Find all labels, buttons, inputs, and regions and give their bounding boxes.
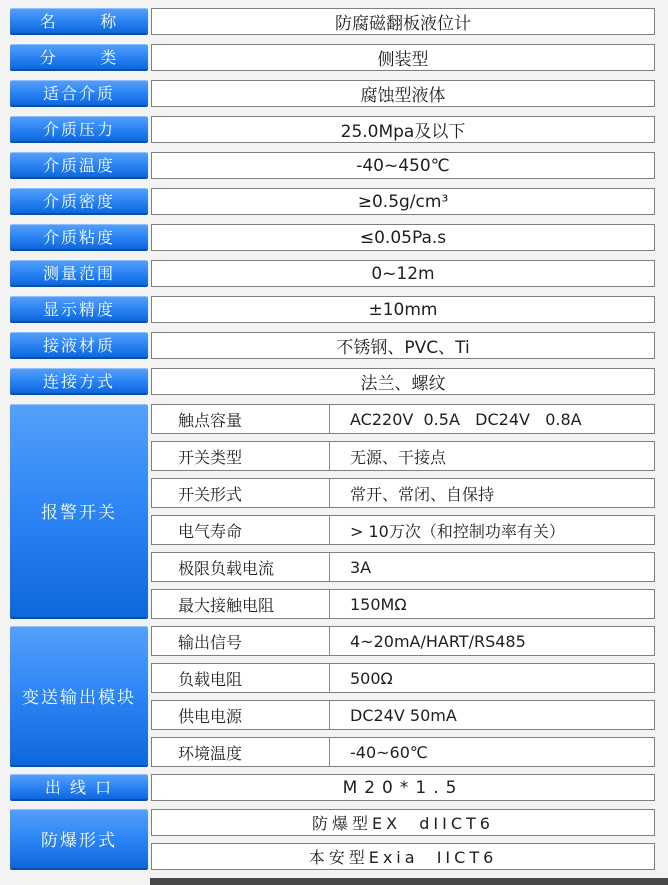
output-section-label: 变送输出模块 (10, 626, 148, 767)
spec-row-value: 0~12m (151, 260, 655, 287)
output-section-rows (151, 626, 655, 767)
next-row-edge-strip (150, 878, 668, 885)
spec-row-value: 防腐磁翻板液位计 (151, 8, 655, 35)
spec-row (10, 152, 655, 179)
sub-row-name: 负载电阻 (152, 664, 330, 692)
sub-row-value: AC220V 0.5A DC24V 0.8A (350, 409, 582, 429)
sub-row-value: 常开、常闭、自保持 (350, 484, 495, 504)
spec-row-value: 法兰、螺纹 (151, 368, 655, 395)
spec-row-label: 适合介质 (10, 80, 148, 107)
sub-row-name: 开关类型 (152, 442, 330, 470)
spec-row-label: 分 类 (10, 44, 148, 71)
sub-row-value: -40~60℃ (350, 742, 428, 762)
sub-row (151, 700, 655, 730)
sub-row (151, 737, 655, 767)
explosion-proof-section (10, 809, 655, 870)
spec-row-value: ≤0.05Pa.s (151, 224, 655, 251)
spec-row-label: 接液材质 (10, 332, 148, 359)
sub-row-name: 供电电源 (152, 701, 330, 729)
spec-row-label: 介质温度 (10, 152, 148, 179)
cable-outlet-value: M20*1.5 (151, 774, 655, 801)
explosion-row-value: 防爆型EX dIICT6 (151, 809, 655, 836)
sub-row (151, 404, 655, 434)
spec-row-label: 名 称 (10, 8, 148, 35)
spec-row-value: ±10mm (151, 296, 655, 323)
sub-row-value: > 10万次（和控制功率有关） (350, 521, 565, 541)
sub-row (151, 515, 655, 545)
spec-row (10, 296, 655, 323)
spec-row (10, 260, 655, 287)
sub-row-value: DC24V 50mA (350, 705, 457, 725)
spec-row (10, 116, 655, 143)
spec-row (10, 332, 655, 359)
cable-outlet-label: 出 线 口 (10, 774, 148, 801)
sub-row (151, 441, 655, 471)
sub-row (151, 552, 655, 582)
explosion-row-value: 本安型Exia IICT6 (151, 843, 655, 870)
sub-row (151, 478, 655, 508)
spec-row-value: ≥0.5g/cm³ (151, 188, 655, 215)
spec-row-value: 腐蚀型液体 (151, 80, 655, 107)
spec-row-label: 介质压力 (10, 116, 148, 143)
alarm-switch-section (10, 404, 655, 619)
sub-row-value: 150MΩ (350, 594, 407, 614)
spec-row (10, 8, 655, 35)
sub-row-name: 环境温度 (152, 738, 330, 766)
sub-row-name: 开关形式 (152, 479, 330, 507)
sub-row-value: 500Ω (350, 668, 393, 688)
sub-row-name: 电气寿命 (152, 516, 330, 544)
sub-row-name: 触点容量 (152, 405, 330, 433)
sub-row-name: 最大接触电阻 (152, 590, 330, 618)
spec-row (10, 224, 655, 251)
spec-row-value: -40~450℃ (151, 152, 655, 179)
sub-row-name: 极限负载电流 (152, 553, 330, 581)
sub-row (151, 589, 655, 619)
sub-row-value: 无源、干接点 (350, 447, 447, 467)
sub-row (151, 663, 655, 693)
spec-row (10, 80, 655, 107)
sub-row-name: 输出信号 (152, 627, 330, 655)
spec-row-value: 25.0Mpa及以下 (151, 116, 655, 143)
spec-row-label: 显示精度 (10, 296, 148, 323)
sub-row-value: 3A (350, 557, 372, 577)
transmitter-output-section (10, 626, 655, 767)
sub-row (151, 626, 655, 656)
explosion-section-label: 防爆形式 (10, 809, 148, 870)
spec-row-label: 介质粘度 (10, 224, 148, 251)
alarm-section-rows (151, 404, 655, 619)
explosion-section-rows (151, 809, 655, 870)
spec-row-label: 测量范围 (10, 260, 148, 287)
spec-row (10, 368, 655, 395)
spec-row-label: 连接方式 (10, 368, 148, 395)
spec-row (10, 188, 655, 215)
spec-row (10, 44, 655, 71)
cable-outlet-row (10, 774, 655, 801)
spec-row-value: 不锈钢、PVC、Ti (151, 332, 655, 359)
alarm-section-label: 报警开关 (10, 404, 148, 619)
spec-row-label: 介质密度 (10, 188, 148, 215)
sub-row-value: 4~20mA/HART/RS485 (350, 631, 526, 651)
spec-row-value: 侧装型 (151, 44, 655, 71)
